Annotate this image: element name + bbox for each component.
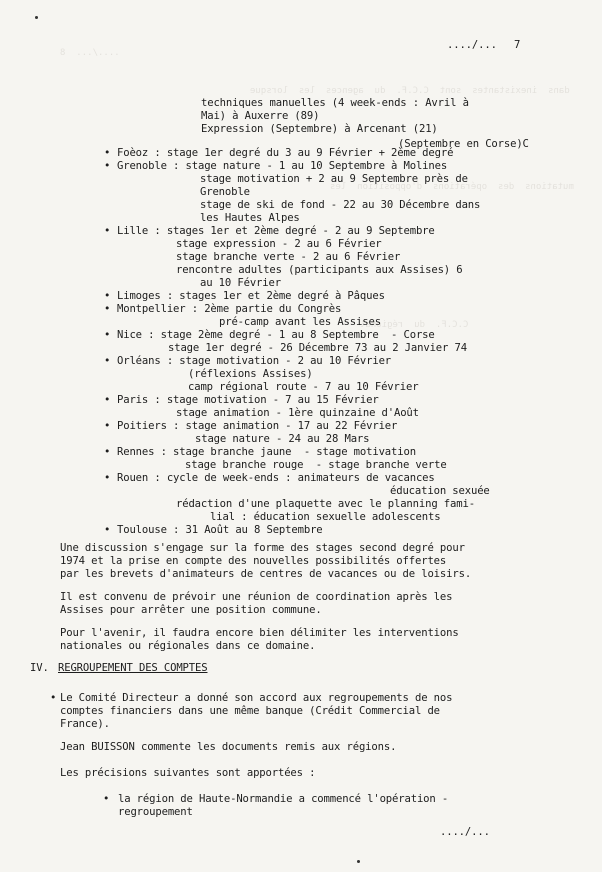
stage-region-line: • Toulouse : 31 Août au 8 Septembre	[117, 524, 323, 537]
stage-detail-line: Expression (Septembre) à Arcenant (21)	[201, 123, 438, 135]
stage-detail-line: Grenoble	[200, 186, 250, 198]
page-reference: ..../...	[447, 39, 497, 51]
stage-detail-line: au 10 Février	[200, 277, 281, 289]
stage-detail-line: pré-camp avant les Assises	[219, 316, 381, 328]
stage-region-line: • Rennes : stage branche jaune - stage motivation	[117, 446, 416, 459]
stage-detail-line: éducation sexuée	[390, 485, 490, 497]
stage-region-line: • Lille : stages 1er et 2ème degré - 2 au 9 Septembre	[117, 225, 435, 238]
continuation-mark: ..../...	[440, 826, 490, 838]
final-bullet-line-2: regroupement	[118, 806, 193, 818]
paragraph-line: comptes financiers dans une même banque (Crédit Commercial de	[60, 705, 440, 717]
bullet-dot: •	[50, 692, 57, 704]
stage-region-line: • Rouen : cycle de week-ends : animateurs de vacances	[117, 472, 435, 485]
stage-detail-line: stage expression - 2 au 6 Février	[176, 238, 382, 250]
paragraph-line: Une discussion s'engage sur la forme des stages second degré pour	[60, 542, 465, 554]
paragraph-line: Assises pour arrêter une position commune.	[60, 604, 322, 616]
paragraph-line: Pour l'avenir, il faudra encore bien délimiter les interventions	[60, 627, 459, 639]
paragraph-line: Les précisions suivantes sont apportées :	[60, 767, 316, 779]
paragraph-line: nationales ou régionales dans ce domaine.	[60, 640, 316, 652]
paragraph-line: Le Comité Directeur a donné son accord aux regroupements de nos	[60, 692, 453, 704]
stage-detail-line: stage nature - 24 au 28 Mars	[195, 433, 370, 445]
bleed-through-text: C.C.F. du régional	[360, 320, 469, 330]
bleed-through-text: dans inexistantes sont C.C.F. du agences les lorsque	[250, 86, 570, 96]
stage-detail-line: lial : éducation sexuelle adolescents	[210, 511, 441, 523]
stage-detail-line: camp régional route - 7 au 10 Février	[188, 381, 419, 393]
stage-detail-line: (Septembre en Corse)C	[398, 138, 529, 150]
paragraph-line: Jean BUISSON commente les documents remis aux régions.	[60, 741, 397, 753]
bleed-through-text: mutations des opérations d'opposition les	[330, 182, 574, 192]
stage-region-line: • Orléans : stage motivation - 2 au 10 Février	[117, 355, 391, 368]
final-bullet-line-1: la région de Haute-Normandie a commencé l'opération -	[118, 793, 449, 805]
section-number: IV.	[30, 662, 49, 674]
paragraph-line: 1974 et la prise en compte des nouvelles possibilités offertes	[60, 555, 447, 567]
stage-detail-line: Mai) à Auxerre (89)	[201, 110, 320, 122]
stage-detail-line: stage de ski de fond - 22 au 30 Décembre dans	[200, 199, 481, 211]
section-title: REGROUPEMENT DES COMPTES	[58, 662, 208, 674]
stage-detail-line: techniques manuelles (4 week-ends : Avril à	[201, 97, 469, 109]
stage-region-line: • Montpellier : 2ème partie du Congrès	[117, 303, 341, 316]
stage-detail-line: (réflexions Assises)	[188, 368, 313, 380]
stage-region-line: • Paris : stage motivation - 7 au 15 Février	[117, 394, 379, 407]
paragraph-line: France).	[60, 718, 110, 730]
page-number: 7	[514, 39, 521, 51]
stage-region-line: • Nice : stage 2ème degré - 1 au 8 Septembre - Corse	[117, 329, 435, 342]
stage-detail-line: rencontre adultes (participants aux Assises) 6	[176, 264, 463, 276]
stage-detail-line: stage 1er degré - 26 Décembre 73 au 2 Janvier 74	[168, 342, 467, 354]
stage-detail-line: stage branche rouge - stage branche verte	[185, 459, 447, 471]
bullet-dot: •	[103, 793, 110, 805]
stage-detail-line: stage motivation + 2 au 9 Septembre près de	[200, 173, 468, 185]
bleed-through-text: ..../... 8	[60, 48, 120, 58]
paragraph-line: Il est convenu de prévoir une réunion de coordination après les	[60, 591, 453, 603]
stage-detail-line: les Hautes Alpes	[200, 212, 300, 224]
ink-speck	[357, 860, 360, 863]
paragraph-line: par les brevets d'animateurs de centres de vacances ou de loisirs.	[60, 568, 472, 580]
stage-region-line: • Poitiers : stage animation - 17 au 22 Février	[117, 420, 397, 433]
stage-detail-line: stage animation - 1ère quinzaine d'Août	[176, 407, 419, 419]
ink-speck	[35, 16, 38, 19]
stage-region-line: • Foèoz : stage 1er degré du 3 au 9 Février + 2ème degré	[117, 147, 453, 160]
stage-region-line: • Limoges : stages 1er et 2ème degré à Pâques	[117, 290, 385, 303]
stage-region-line: • Grenoble : stage nature - 1 au 10 Septembre à Molines	[117, 160, 447, 173]
stage-detail-line: stage branche verte - 2 au 6 Février	[176, 251, 401, 263]
stage-detail-line: rédaction d'une plaquette avec le planning fami-	[176, 498, 475, 510]
